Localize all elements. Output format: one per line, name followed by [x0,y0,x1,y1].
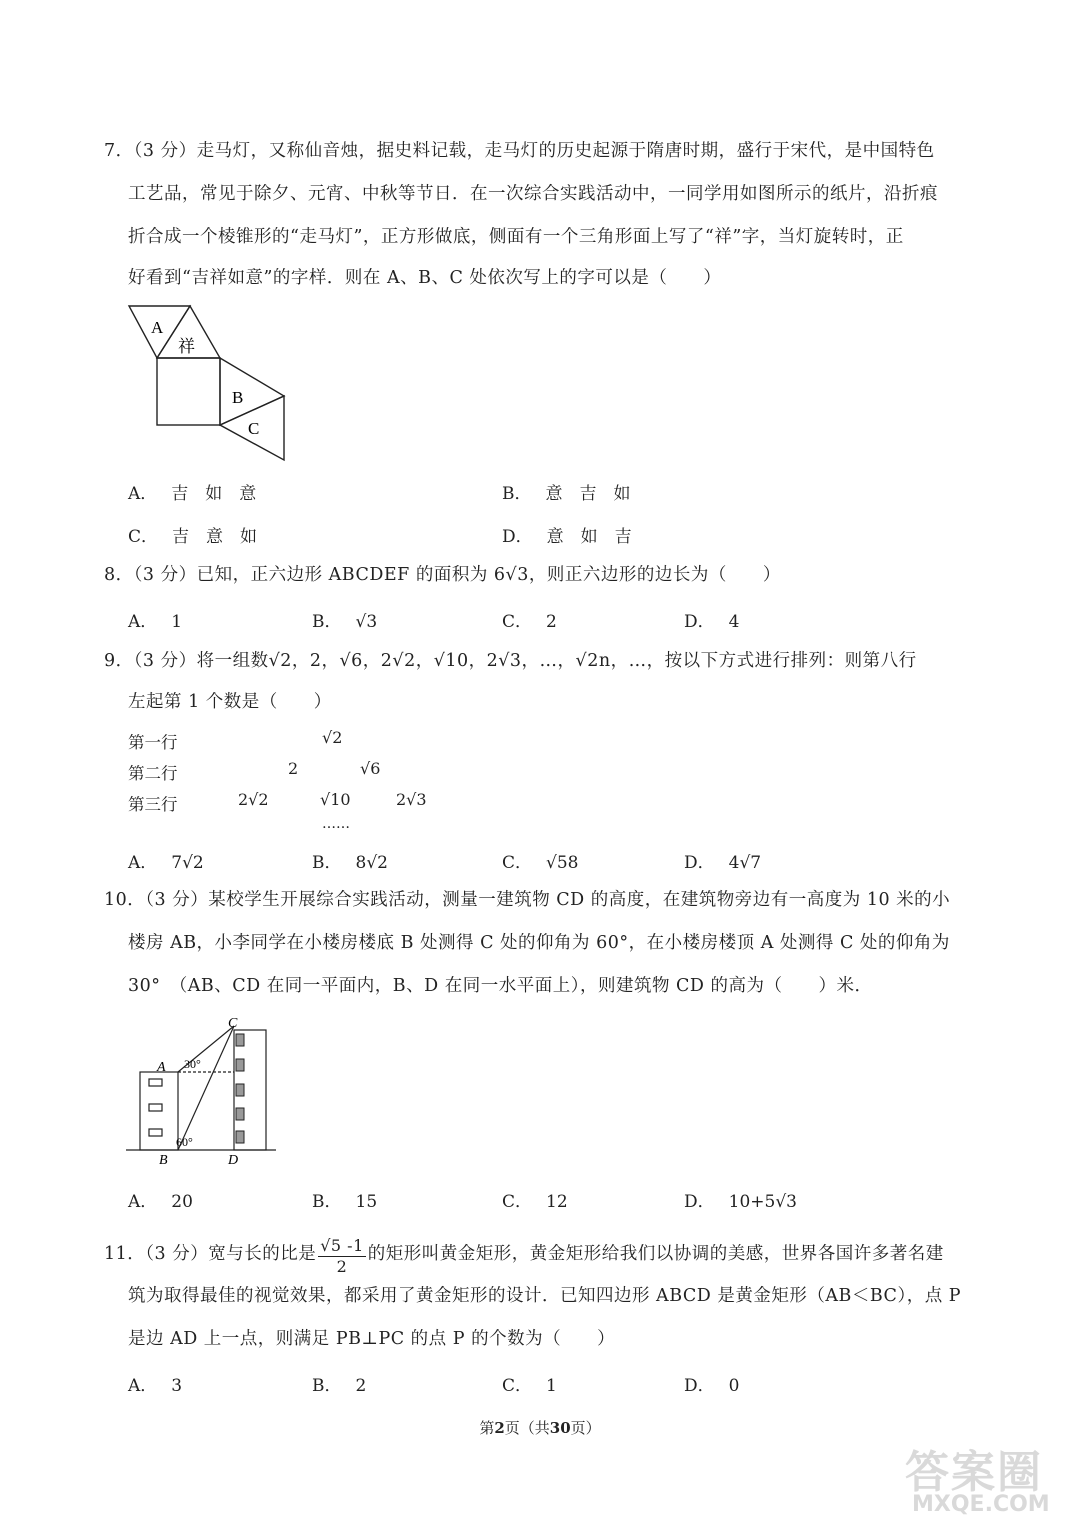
window [149,1104,162,1111]
q8-option-a[interactable]: A． 1 [128,612,183,632]
watermark-logo: 答案圈 [905,1447,1043,1498]
q10-building-figure [126,1012,278,1170]
label-xiang: 祥 [178,337,195,356]
label-c: C [248,419,260,438]
window [236,1131,244,1143]
fraction-numerator: √5 -1 [320,1236,364,1255]
q11-option-c[interactable]: C． 1 [502,1376,557,1396]
q10-line-3: 30° （AB、CD 在同一平面内，B、D 在同一水平面上），则建筑物 CD 的高为（ ）米． [128,976,873,996]
q11-option-d[interactable]: D． 0 [684,1376,740,1396]
label-c: C [228,1016,238,1031]
q7-line-4: 好看到“吉祥如意”的字样．则在 A、B、C 处依次写上的字可以是（ ） [128,268,722,288]
triangle-b [220,358,284,425]
golden-ratio-fraction [318,1236,366,1277]
q10-line-2: 楼房 AB，小李同学在小楼房楼底 B 处测得 C 处的仰角为 60°，在小楼房楼顶 A 处测得 C 处的仰角为 [128,933,950,953]
q7-option-a[interactable]: A． 吉 如 意 [128,484,257,504]
q11-line-1-start: 11．（3 分）宽与长的比是 [104,1244,317,1264]
q7-option-b[interactable]: B． 意 吉 如 [502,484,631,504]
q11-line-2: 筑为取得最佳的视觉效果，都采用了黄金矩形的设计．已知四边形 ABCD 是黄金矩形（AB＜BC），点 P [128,1286,962,1306]
q8-option-d[interactable]: D． 4 [684,612,740,632]
window [236,1084,244,1096]
label-b: B [159,1153,168,1168]
label-d: D [228,1153,239,1168]
q7-net-figure [124,300,294,465]
row-3-value-2: √10 [320,790,351,809]
angle-30-label: 30° [184,1057,201,1071]
q9-option-d[interactable]: D． 4√7 [684,853,762,873]
q9-line-2: 左起第 1 个数是（ ） [128,692,332,712]
label-a: A [157,1060,166,1075]
q11-option-b[interactable]: B． 2 [312,1376,367,1396]
q8-option-b[interactable]: B． √3 [312,612,378,632]
row-3-value-1: 2√2 [238,790,269,809]
q7-option-d[interactable]: D． 意 如 吉 [502,527,632,547]
rows-ellipsis: …… [322,816,350,832]
row-1-value-1: √2 [322,728,343,747]
q11-option-a[interactable]: A． 3 [128,1376,183,1396]
footer-mid: 页（共 [504,1419,550,1437]
row-1-label: 第一行 [128,733,178,752]
row-3-label: 第三行 [128,795,178,814]
q9-option-b[interactable]: B． 8√2 [312,853,388,873]
q11-line-1-end: 的矩形叫黄金矩形，黄金矩形给我们以协调的美感，世界各国许多著名建 [367,1244,944,1264]
row-2-value-1: 2 [288,759,299,778]
q11-line-3: 是边 AD 上一点，则满足 PB⊥PC 的点 P 的个数为（ ） [128,1329,616,1349]
fraction-denominator: 2 [336,1257,348,1276]
label-a: A [151,318,164,337]
q7-option-c[interactable]: C． 吉 意 如 [128,527,258,547]
q10-option-d[interactable]: D． 10+5√3 [684,1192,797,1212]
angle-60-label: 60° [176,1135,193,1149]
footer-post: 页） [570,1419,601,1437]
footer-page-number: 2 [494,1419,505,1437]
window [236,1034,244,1046]
q9-line-1: 9．（3 分）将一组数√2，2，√6，2√2，√10，2√3，…，√2n，…，按以下方式进行排列：则第八行 [104,651,917,671]
q8-line: 8．（3 分）已知，正六边形 ABCDEF 的面积为 6√3，则正六边形的边长为（ ） [104,565,781,585]
line-bc [178,1026,234,1150]
q11-line-1 [104,1234,944,1275]
q10-option-b[interactable]: B． 15 [312,1192,378,1212]
q10-line-1: 10．（3 分）某校学生开展综合实践活动，测量一建筑物 CD 的高度，在建筑物旁边有一高度为 10 米的小 [104,890,951,910]
q8-option-c[interactable]: C． 2 [502,612,557,632]
watermark-site: MXQE.COM [912,1492,1050,1517]
q10-option-a[interactable]: A． 20 [128,1192,193,1212]
footer-pre: 第 [479,1419,495,1437]
row-2-label: 第二行 [128,764,178,783]
row-3-value-3: 2√3 [396,790,427,809]
label-b: B [232,388,244,407]
window [236,1059,244,1071]
window [149,1079,162,1086]
footer-total-pages: 30 [549,1419,571,1437]
q9-option-a[interactable]: A． 7√2 [128,853,204,873]
q7-line-3: 折合成一个棱锥形的“走马灯”，正方形做底，侧面有一个三角形面上写了“祥”字，当灯旋转时，正 [128,227,904,247]
q10-option-c[interactable]: C． 12 [502,1192,568,1212]
window [236,1108,244,1120]
q9-option-c[interactable]: C． √58 [502,853,579,873]
square-base [157,358,220,425]
q7-line-1: 7．（3 分）走马灯，又称仙音烛，据史料记载，走马灯的历史起源于隋唐时期，盛行于宋代，是中国特色 [104,141,935,161]
row-2-value-2: √6 [360,759,381,778]
q7-line-2: 工艺品，常见于除夕、元宵、中秋等节日．在一次综合实践活动中，一同学用如图所示的纸片，沿折痕 [128,184,938,204]
window [149,1129,162,1136]
page-footer [0,1417,1080,1438]
